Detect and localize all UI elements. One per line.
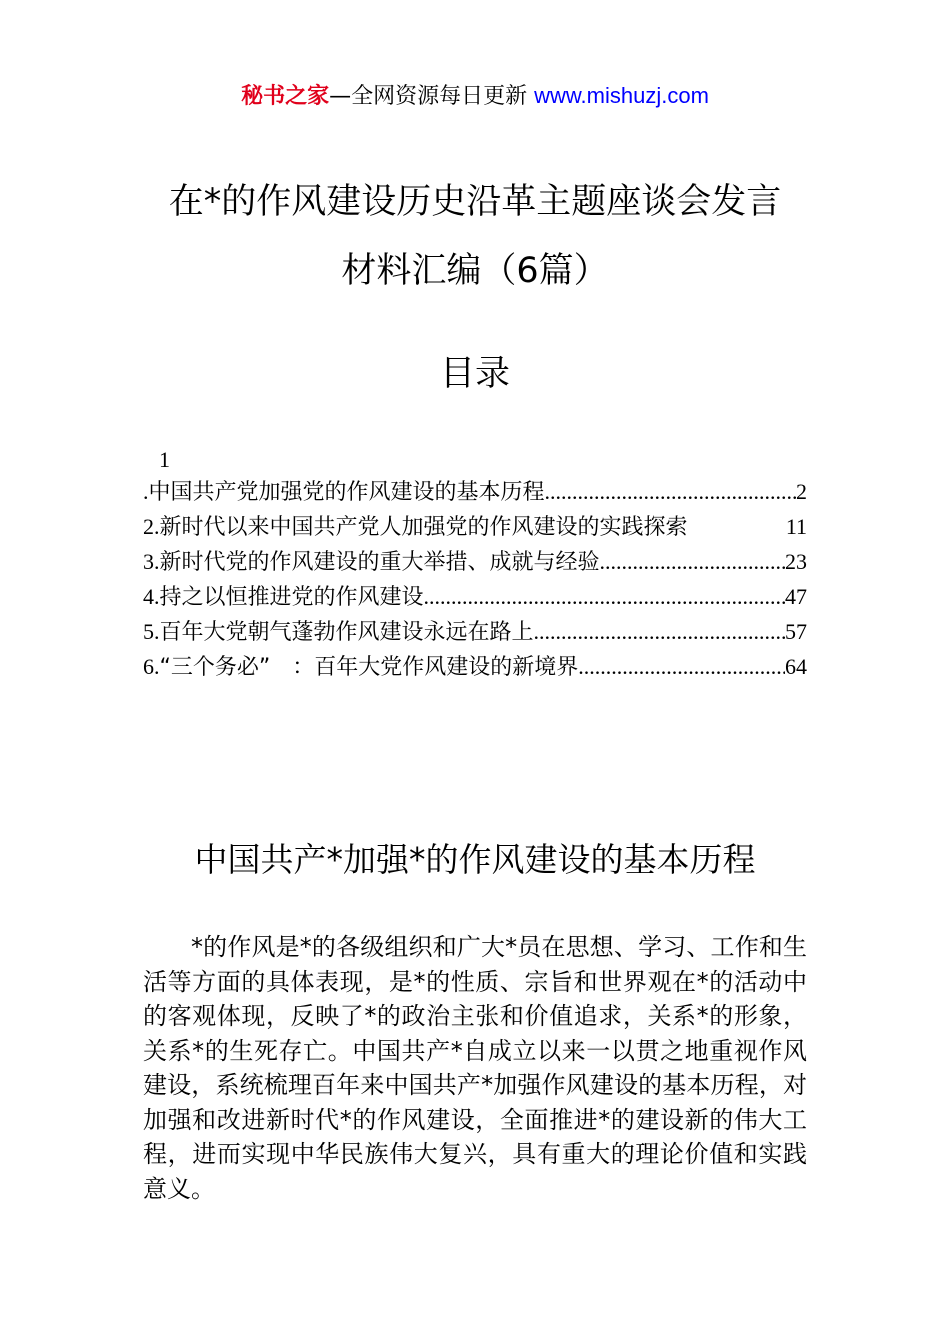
document-title-line-1: 在*的作风建设历史沿革主题座谈会发言 <box>168 182 782 222</box>
site-url-link[interactable]: www.mishuzj.com <box>534 83 709 108</box>
toc-item[interactable] <box>143 474 807 509</box>
toc-item-page: 2 <box>796 479 807 504</box>
toc-heading: 目录 <box>439 354 510 394</box>
toc-item-page: 47 <box>785 584 807 609</box>
toc-item-text: 新时代以来中国共产党人加强党的作风建设的实践探索 <box>159 515 688 540</box>
toc-item-page: 57 <box>785 619 807 644</box>
toc-item-prefix: 2. <box>143 514 160 539</box>
toc-leader-dots <box>578 649 785 684</box>
section-title: 中国共产*加强*的作风建设的基本历程 <box>194 840 756 879</box>
toc-item-page: 11 <box>785 514 807 539</box>
toc-item-page: 64 <box>785 654 807 679</box>
toc-first-number: 1 <box>159 447 170 472</box>
toc-item-prefix: 5. <box>143 619 160 644</box>
toc-item-text: 持之以恒推进党的作风建设 <box>159 585 424 610</box>
toc-item-text: 新时代党的作风建设的重大举措、成就与经验 <box>159 550 600 575</box>
site-header <box>0 82 950 111</box>
table-of-contents <box>143 446 807 684</box>
toc-item-prefix: 6. <box>143 654 160 679</box>
toc-item-prefix: 3. <box>143 549 160 574</box>
toc-item-text: 中国共产党加强党的作风建设的基本历程 <box>148 480 545 505</box>
toc-item[interactable] <box>143 509 807 544</box>
toc-leader-dots <box>424 579 785 614</box>
toc-item[interactable] <box>143 544 807 579</box>
toc-item-prefix: 4. <box>143 584 160 609</box>
site-brand: 秘书之家 <box>241 84 330 109</box>
toc-item-page: 23 <box>785 549 807 574</box>
toc-item-text: 百年大党朝气蓬勃作风建设永远在路上 <box>159 620 534 645</box>
toc-item[interactable] <box>143 614 807 649</box>
toc-item[interactable] <box>143 649 807 684</box>
site-tagline: —全网资源每日更新 <box>329 84 528 109</box>
toc-leader-dots <box>545 474 796 509</box>
toc-item[interactable] <box>143 579 807 614</box>
section-paragraph: *的作风是*的各级组织和广大*员在思想、学习、工作和生活等方面的具体表现，是*的性质、宗旨和世界观在*的活动中的客观体现，反映了*的政治主张和价值追求，关系*的形象，关系*的生死存亡。中国共产*自成立以来一以贯之地重视作风建设，系统梳理百年来中国共产*加强作风建设的基本历程，对加强和改进新时代*的作风建设，全面推进*的建设新的伟大工程，进而实现中华民族伟大复兴，具有重大的理论价值和实践意义。 <box>143 933 807 1203</box>
toc-leader-dots <box>600 544 785 579</box>
toc-item-prefix: . <box>143 479 149 504</box>
toc-leader-dots <box>534 614 785 649</box>
document-title-line-2: 材料汇编（6篇） <box>341 251 609 291</box>
toc-item-text: “三个务必” ：百年大党作风建设的新境界 <box>159 655 579 680</box>
